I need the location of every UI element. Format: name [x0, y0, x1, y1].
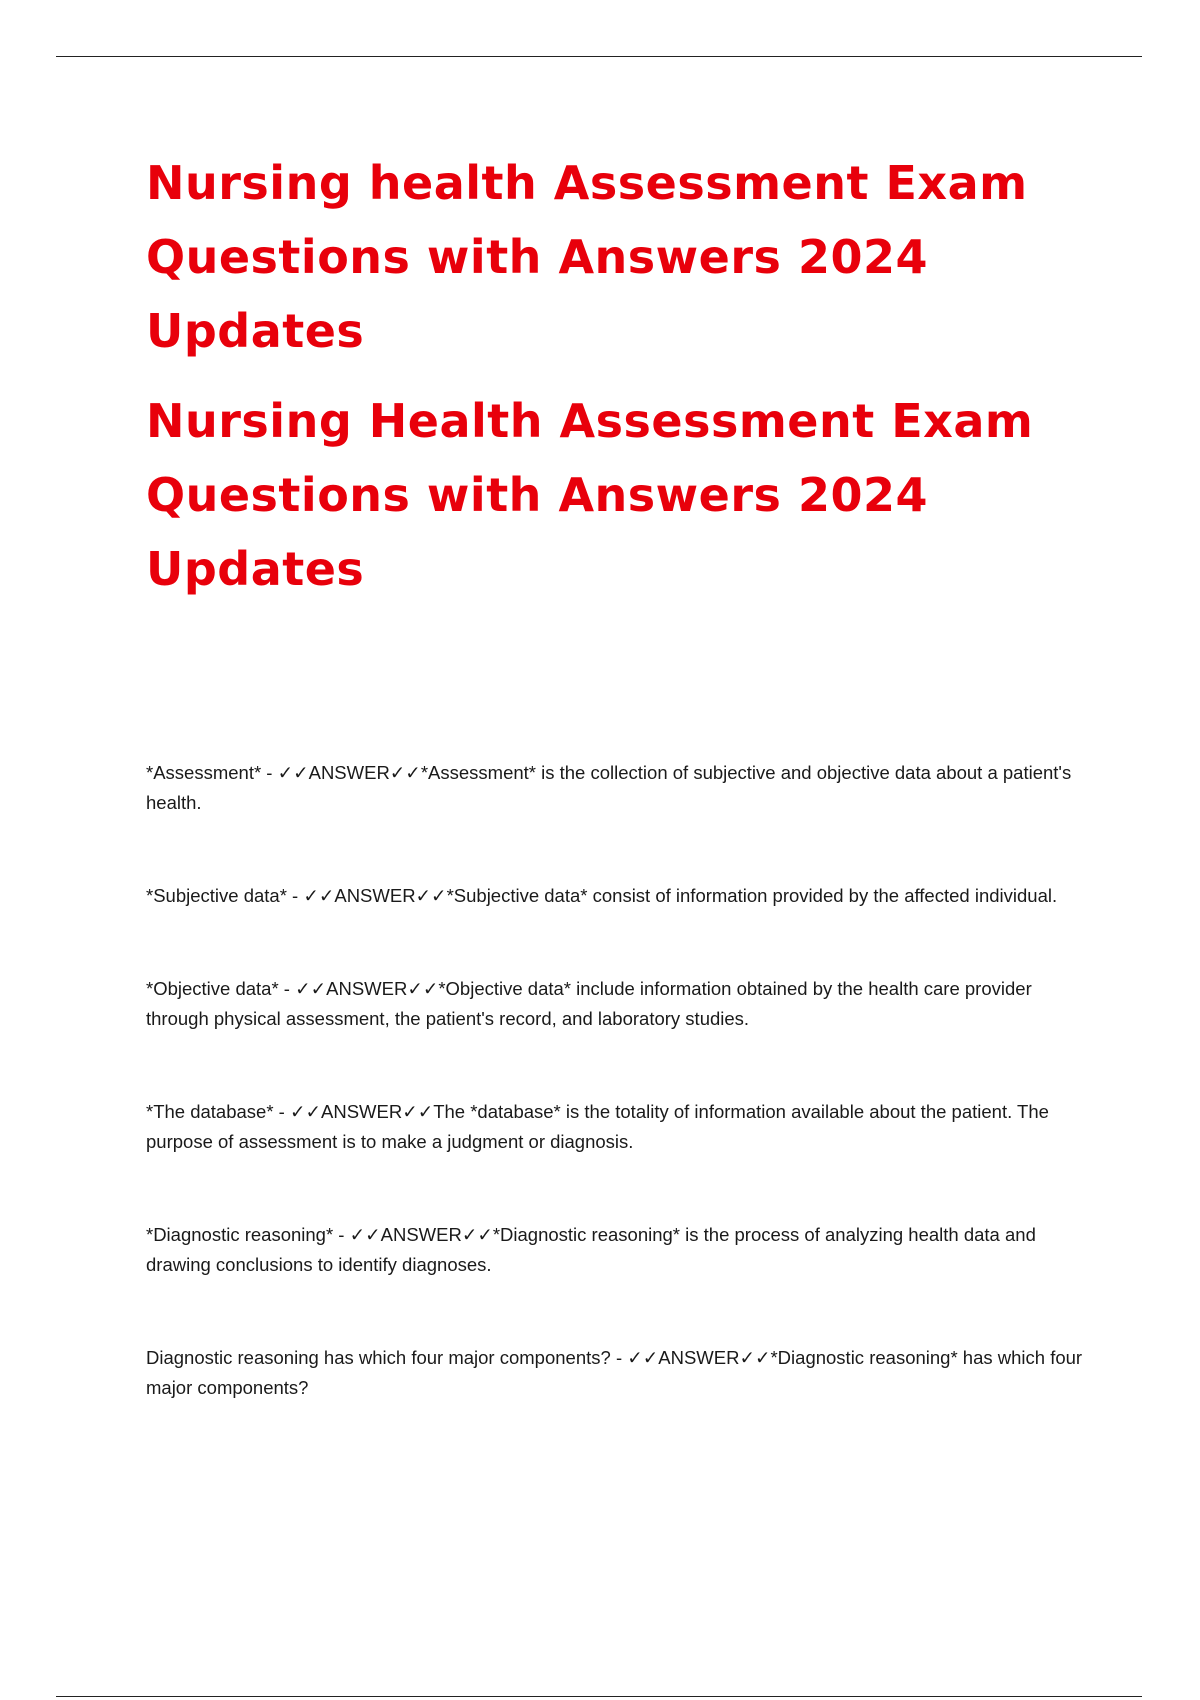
- document-title-1: [146, 146, 1106, 368]
- qa-term: *Subjective data*: [146, 885, 287, 906]
- title-text-2: Nursing Health Assessment Exam Questions with Answers 2024 Updates: [146, 394, 1034, 596]
- qa-item-subjective-data: [146, 881, 1086, 911]
- qa-answer: *Objective data* include information obtained by the health care provider through physical assessment, the patient's record, and laboratory studies.: [146, 978, 1032, 1029]
- qa-separator: -: [278, 978, 296, 999]
- qa-item-four-components: [146, 1343, 1086, 1403]
- qa-term: *Objective data*: [146, 978, 279, 999]
- answer-marker: ✓✓ANSWER✓✓: [277, 762, 421, 783]
- qa-answer: *Diagnostic reasoning* has which four major components?: [146, 1347, 1083, 1398]
- qa-answer: The *database* is the totality of information available about the patient. The purpose of assessment is to make a judgment or diagnosis.: [146, 1101, 1049, 1152]
- answer-marker: ✓✓ANSWER✓✓: [349, 1224, 493, 1245]
- qa-answer: *Assessment* is the collection of subjective and objective data about a patient's health.: [146, 762, 1072, 813]
- answer-marker: ✓✓ANSWER✓✓: [303, 885, 447, 906]
- top-rule: [56, 56, 1142, 57]
- qa-item-diagnostic-reasoning: [146, 1220, 1086, 1280]
- qa-list: [146, 758, 1086, 1466]
- qa-term: Diagnostic reasoning has which four major components?: [146, 1347, 611, 1368]
- qa-separator: -: [333, 1224, 350, 1245]
- bottom-rule: [56, 1696, 1142, 1697]
- title-text-1: Nursing health Assessment Exam Questions with Answers 2024 Updates: [146, 156, 1028, 358]
- qa-item-assessment: [146, 758, 1086, 818]
- answer-marker: ✓✓ANSWER✓✓: [295, 978, 439, 999]
- answer-marker: ✓✓ANSWER✓✓: [290, 1101, 434, 1122]
- qa-separator: -: [261, 762, 278, 783]
- qa-item-objective-data: [146, 974, 1086, 1034]
- document-title-2: [146, 384, 1106, 606]
- answer-marker: ✓✓ANSWER✓✓: [627, 1347, 771, 1368]
- qa-separator: -: [286, 885, 304, 906]
- qa-separator: -: [610, 1347, 628, 1368]
- qa-item-database: [146, 1097, 1086, 1157]
- qa-answer: *Subjective data* consist of information provided by the affected individual.: [446, 885, 1058, 906]
- qa-separator: -: [273, 1101, 290, 1122]
- qa-term: *The database*: [146, 1101, 274, 1122]
- qa-term: *Diagnostic reasoning*: [146, 1224, 334, 1245]
- qa-term: *Assessment*: [146, 762, 262, 783]
- qa-answer: *Diagnostic reasoning* is the process of analyzing health data and drawing conclusions to identify diagnoses.: [146, 1224, 1036, 1275]
